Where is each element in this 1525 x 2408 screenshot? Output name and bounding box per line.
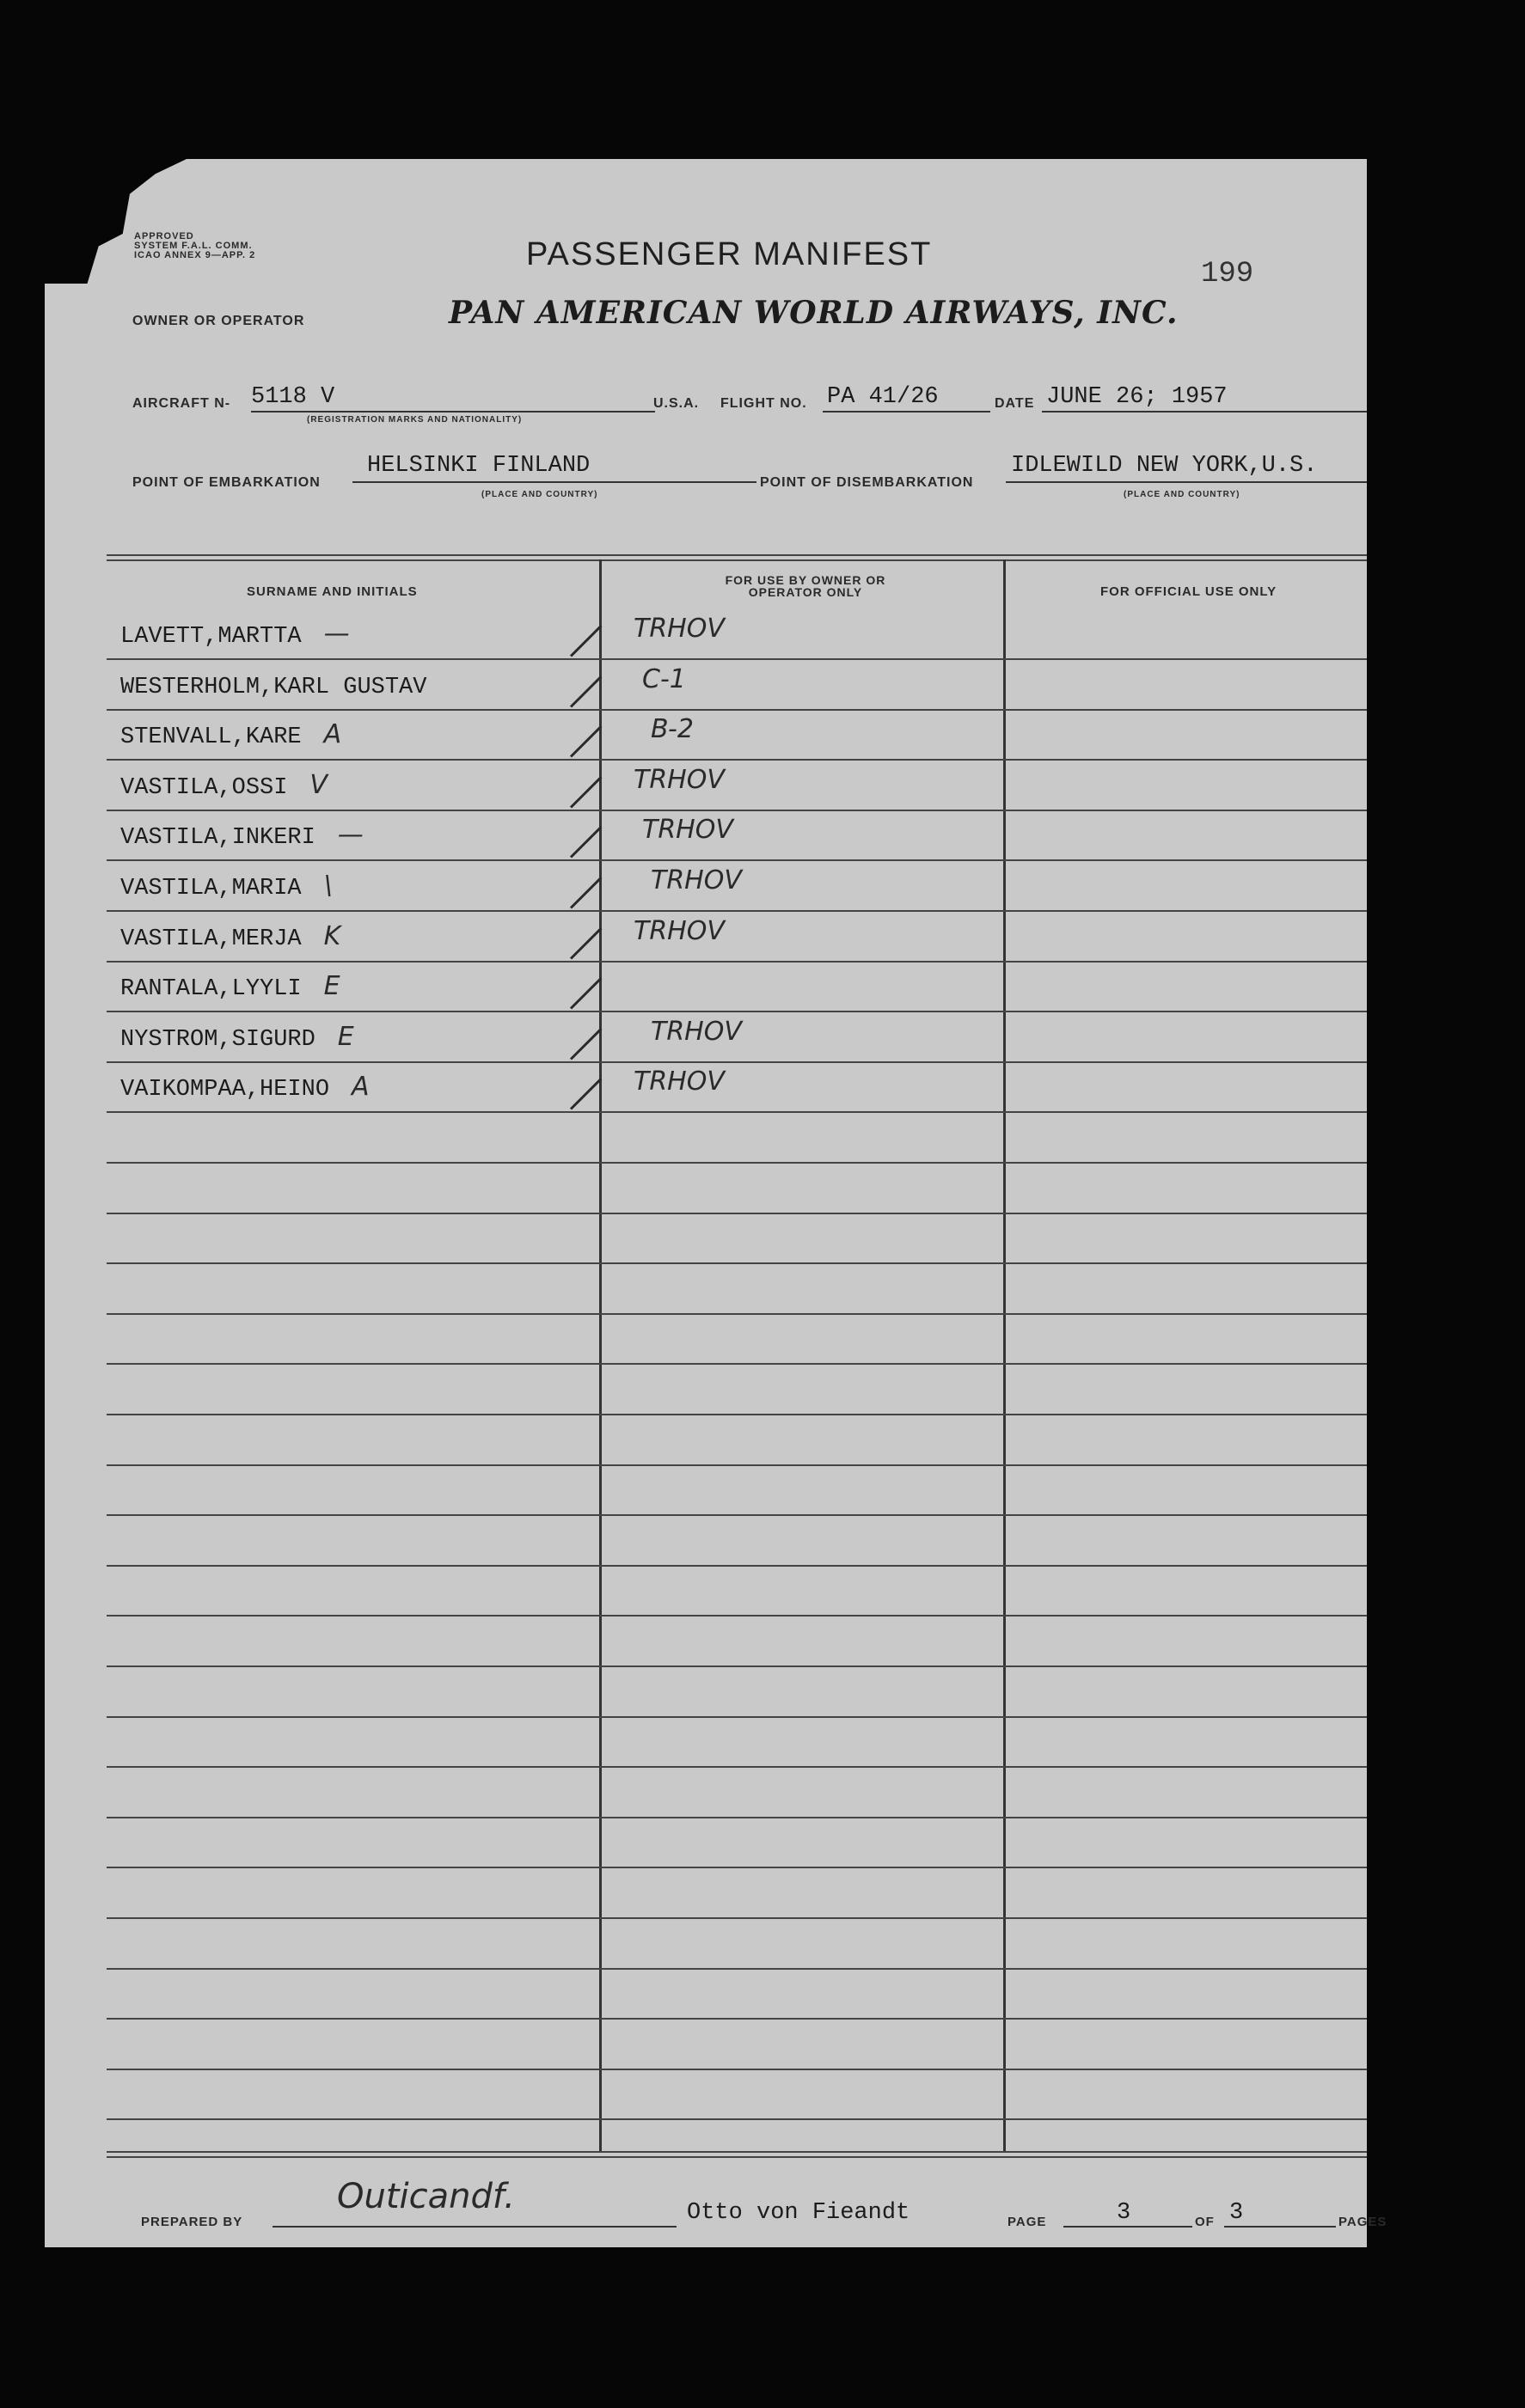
disembark-value: IDLEWILD NEW YORK,U.S. (1011, 453, 1318, 479)
row-rule (107, 1565, 1367, 1567)
operator-note: TRHOV (634, 614, 725, 644)
operator-note: TRHOV (651, 1017, 742, 1047)
row-rule (107, 1968, 1367, 1970)
embark-value: HELSINKI FINLAND (367, 453, 591, 479)
registration-note: (REGISTRATION MARKS AND NATIONALITY) (307, 415, 523, 425)
prepared-underline (273, 2226, 677, 2228)
of-value: 3 (1229, 2200, 1244, 2226)
passenger-mark: \ (323, 871, 333, 901)
date-value: JUNE 26; 1957 (1046, 384, 1228, 410)
row-rule (107, 1162, 1367, 1164)
column-divider-1 (599, 559, 602, 2151)
row-rule (107, 1262, 1367, 1264)
aircraft-underline (251, 411, 655, 413)
sheet-number: 199 (1201, 258, 1254, 290)
approval-line-3: ICAO ANNEX 9—APP. 2 (134, 250, 256, 260)
row-rule (107, 1867, 1367, 1868)
passenger-name: LAVETT,MARTTA (120, 624, 302, 650)
row-rule (107, 1817, 1367, 1818)
signature: Outicandf. (337, 2177, 515, 2216)
owner-label: OWNER OR OPERATOR (132, 314, 305, 328)
row-rule (107, 1313, 1367, 1315)
row-rule (107, 1011, 1367, 1012)
row-rule (107, 2118, 1367, 2120)
torn-corner (45, 159, 187, 284)
row-rule (107, 1464, 1367, 1466)
disembark-note: (PLACE AND COUNTRY) (1124, 490, 1240, 499)
row-rule (107, 1414, 1367, 1415)
of-underline (1224, 2226, 1336, 2228)
row-rule (107, 1766, 1367, 1768)
row-rule (107, 1213, 1367, 1214)
row-rule (107, 1917, 1367, 1919)
passenger-mark: E (337, 1022, 354, 1052)
approval-line-1: APPROVED (134, 231, 194, 241)
passenger-mark: A (323, 719, 342, 749)
column-divider-2 (1003, 559, 1006, 2151)
table-bottom-rule (107, 2151, 1367, 2153)
operator-note: C-1 (642, 664, 686, 694)
date-underline (1042, 411, 1367, 413)
page-underline (1063, 2226, 1192, 2228)
row-rule (107, 961, 1367, 963)
page-label: PAGE (1007, 2215, 1047, 2229)
embark-label: POINT OF EMBARKATION (132, 475, 321, 490)
table-bottom-rule-2 (107, 2156, 1367, 2158)
manifest-sheet (45, 159, 1387, 2247)
check-mark (570, 675, 602, 707)
table-top-rule-2 (107, 559, 1367, 561)
row-rule (107, 910, 1367, 912)
operator-note: TRHOV (634, 1066, 725, 1097)
page-title: PASSENGER MANIFEST (526, 236, 933, 272)
operator-note: B-2 (651, 714, 694, 744)
check-mark (570, 927, 602, 959)
check-mark (570, 1028, 602, 1060)
passenger-name: WESTERHOLM,KARL GUSTAV (120, 675, 427, 700)
passenger-name: NYSTROM,SIGURD (120, 1027, 315, 1053)
date-label: DATE (995, 396, 1035, 411)
check-mark (570, 977, 602, 1009)
passenger-mark: A (352, 1072, 370, 1102)
col-header-surname: SURNAME AND INITIALS (247, 584, 418, 599)
table-top-rule (107, 554, 1367, 556)
approval-line-2: SYSTEM F.A.L. COMM. (134, 241, 253, 251)
aircraft-label: AIRCRAFT N- (132, 396, 231, 411)
row-rule (107, 1061, 1367, 1063)
passenger-mark: — (323, 619, 350, 649)
col-header-owner-use: FOR USE BY OWNER OR OPERATOR ONLY (725, 573, 886, 599)
flight-label: FLIGHT NO. (720, 396, 807, 411)
row-rule (107, 1363, 1367, 1365)
passenger-name: RANTALA,LYYLI (120, 976, 302, 1002)
row-rule (107, 2069, 1367, 2070)
check-mark (570, 826, 602, 858)
check-mark (570, 776, 602, 808)
passenger-name: VASTILA,MARIA (120, 876, 302, 901)
row-rule (107, 1716, 1367, 1718)
embark-underline (352, 481, 756, 483)
check-mark (570, 1078, 602, 1109)
col-header-official-use: FOR OFFICIAL USE ONLY (1100, 584, 1277, 599)
operator-note: TRHOV (634, 765, 725, 795)
row-rule (107, 1514, 1367, 1516)
row-rule (107, 810, 1367, 811)
passenger-name: VAIKOMPAA,HEINO (120, 1077, 330, 1103)
approval-stamp (134, 232, 255, 260)
operator-note: TRHOV (634, 916, 725, 946)
check-mark (570, 625, 602, 657)
operator-note: TRHOV (642, 815, 733, 845)
row-rule (107, 859, 1367, 861)
disembark-underline (1006, 481, 1367, 483)
passenger-mark: — (337, 820, 364, 850)
operator-note: TRHOV (651, 865, 742, 895)
disembark-label: POINT OF DISEMBARKATION (760, 475, 974, 490)
preparer-name: Otto von Fieandt (687, 2200, 910, 2226)
passenger-mark: E (323, 971, 340, 1001)
passenger-mark: V (309, 770, 328, 800)
pages-label: PAGES (1338, 2215, 1387, 2229)
check-mark (570, 877, 602, 908)
passenger-mark: K (323, 921, 341, 951)
usa-label: U.S.A. (653, 396, 700, 411)
flight-value: PA 41/26 (827, 384, 939, 410)
passenger-name: VASTILA,OSSI (120, 775, 288, 801)
of-label: OF (1195, 2215, 1215, 2229)
row-rule (107, 2018, 1367, 2020)
prepared-label: PREPARED BY (141, 2215, 243, 2229)
aircraft-value: 5118 V (251, 384, 335, 410)
check-mark (570, 725, 602, 757)
row-rule (107, 1615, 1367, 1617)
page-value: 3 (1117, 2200, 1131, 2226)
owner-value: PAN AMERICAN WORLD AIRWAYS, INC. (449, 295, 1179, 331)
row-rule (107, 759, 1367, 761)
passenger-name: VASTILA,INKERI (120, 825, 315, 851)
embark-note: (PLACE AND COUNTRY) (481, 490, 598, 499)
passenger-name: VASTILA,MERJA (120, 926, 302, 952)
row-rule (107, 709, 1367, 711)
passenger-name: STENVALL,KARE (120, 724, 302, 750)
row-rule (107, 1665, 1367, 1667)
row-rule (107, 1111, 1367, 1113)
flight-underline (823, 411, 990, 413)
row-rule (107, 658, 1367, 660)
